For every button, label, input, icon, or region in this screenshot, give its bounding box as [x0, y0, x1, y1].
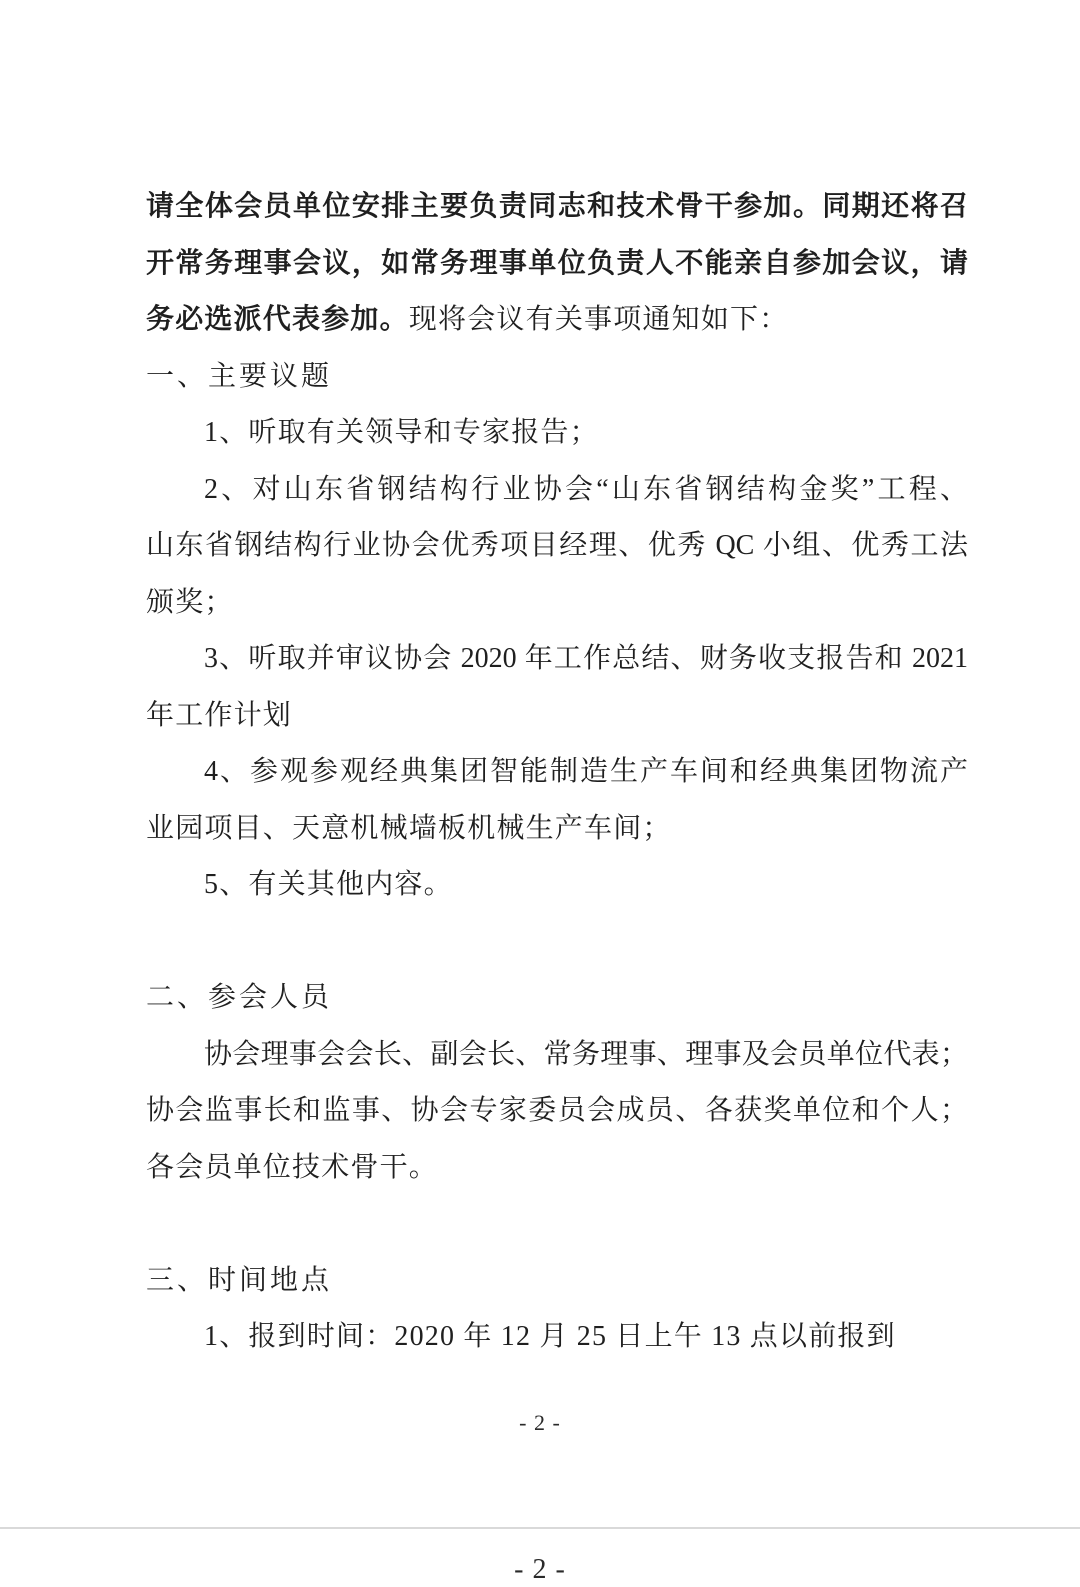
body-line: 年工作计划 [146, 699, 293, 731]
body-line [146, 292, 968, 349]
body-line-bold-run: 务必选派代表参加。 [146, 304, 409, 335]
body-line: 协会监事长和监事、协会专家委员会成员、各获奖单位和个人； [146, 1095, 968, 1126]
document-page-body [146, 179, 968, 1366]
body-line: 请全体会员单位安排主要负责同志和技术骨干参加。同期还将召 [146, 191, 968, 222]
list-item: 1、听取有关领导和专家报告； [204, 417, 599, 448]
footer-page-number: - 2 - [519, 1410, 561, 1435]
section-heading-1: 一、主要议题 [146, 360, 333, 392]
section-heading-2: 二、参会人员 [146, 982, 333, 1013]
section-heading-3: 三、时间地点 [146, 1264, 333, 1296]
body-line: 各会员单位技术骨干。 [146, 1151, 439, 1183]
body-line-regular-run: 现将会议有关事项通知如下： [408, 304, 789, 335]
body-line: 山东省钢结构行业协会优秀项目经理、优秀 QC 小组、优秀工法 [146, 530, 968, 561]
blank-line [146, 1196, 968, 1253]
body-line: 颁奖； [146, 586, 234, 618]
list-item: 3、听取并审议协会 2020 年工作总结、财务收支报告和 2021 [204, 643, 968, 674]
blank-line [146, 914, 968, 971]
next-page-number: - 2 - [514, 1554, 566, 1585]
body-line: 业园项目、天意机械墙板机械生产车间； [146, 812, 672, 844]
body-line: 协会理事会会长、副会长、常务理事、理事及会员单位代表； [204, 1038, 968, 1070]
list-item: 1、报到时间：2020 年 12 月 25 日上午 13 点以前报到 [204, 1321, 896, 1352]
page-separator-line [0, 1527, 1080, 1529]
list-item: 5、有关其他内容。 [204, 869, 453, 900]
body-line: 开常务理事会议，如常务理事单位负责人不能亲自参加会议，请 [146, 247, 968, 279]
list-item: 2、对山东省钢结构行业协会“山东省钢结构金奖”工程、 [204, 473, 968, 505]
list-item: 4、参观参观经典集团智能制造生产车间和经典集团物流产 [204, 756, 968, 787]
